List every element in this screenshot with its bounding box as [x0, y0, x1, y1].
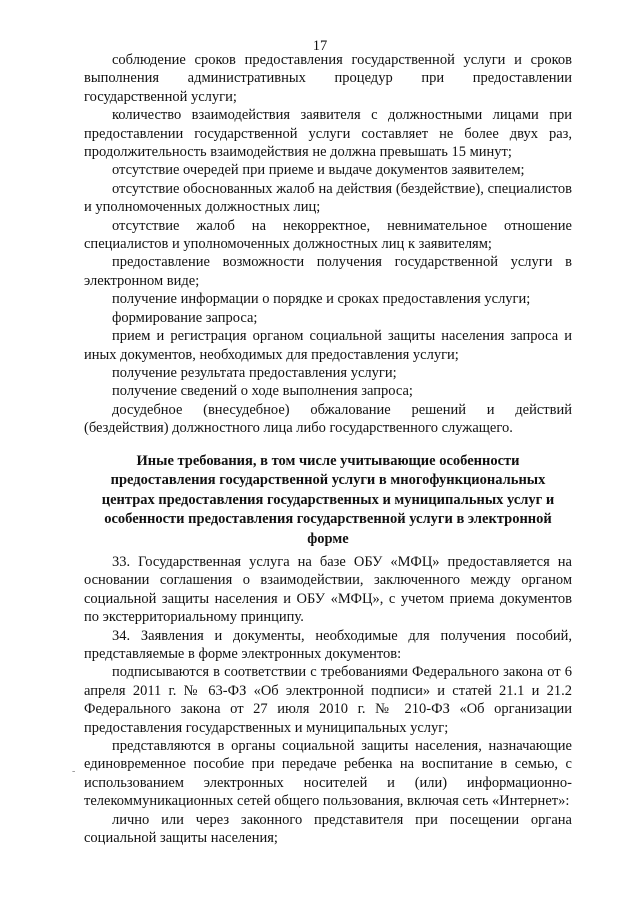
paragraph: прием и регистрация органом социальной защиты населения запроса и иных документов, необходимых для предоставления услуги;: [84, 328, 572, 363]
section-heading: Иные требования, в том числе учитывающие особенности предоставления государственной услуги в многофункциональных центрах предоставления государственных и муниципальных услуг и особенности предоставления государственной услуги в электронной форме: [101, 453, 555, 547]
paragraph: получение сведений о ходе выполнения запроса;: [112, 383, 413, 400]
paragraph: досудебное (внесудебное) обжалование решений и действий (бездействия) должностного лица либо государственного служащего.: [84, 401, 572, 437]
section-body: [84, 553, 572, 848]
criteria-list: [84, 51, 572, 438]
paragraph: количество взаимодействия заявителя с должностными лицами при предоставлении государственной услуги составляет не более двух раз, продолжительность взаимодействия не должна превышать 15 минут;: [84, 107, 572, 161]
paragraph: подписываются в соответствии с требованиями Федерального закона от 6 апреля 2011 г. № 63-ФЗ «Об электронной подписи» и статей 21.1 и 21.2 Федерального закона от 27 июля 2010 г. № 210-ФЗ «Об организации предоставления государственных и муниципальных услуг;: [84, 664, 572, 736]
page-number: 17: [312, 38, 328, 54]
paragraph: отсутствие очередей при приеме и выдаче документов заявителем;: [112, 162, 525, 179]
paragraph: формирование запроса;: [112, 309, 258, 326]
paragraph: лично или через законного представителя при посещении органа социальной защиты населения;: [84, 811, 572, 847]
paragraph: отсутствие обоснованных жалоб на действия (бездействие), специалистов и уполномоченных должностных лиц;: [84, 180, 572, 216]
paragraph: предоставление возможности получения государственной услуги в электронном виде;: [84, 254, 572, 289]
paragraph: отсутствие жалоб на некорректное, невнимательное отношение специалистов и уполномоченных должностных лиц к заявителям;: [84, 217, 572, 253]
paragraph: 33. Государственная услуга на базе ОБУ «МФЦ» предоставляется на основании соглашения о взаимодействии, заключенного между органом социальной защиты населения и ОБУ «МФЦ», с учетом приема документов по экстерриториальному принципу.: [84, 554, 572, 626]
paragraph: получение результата предоставления услуги;: [112, 364, 397, 381]
paragraph: соблюдение сроков предоставления государственной услуги и сроков выполнения административных процедур при предоставлении государственной услуги;: [84, 52, 572, 105]
paragraph: получение информации о порядке и сроках предоставления услуги;: [112, 291, 531, 308]
margin-mark: -: [72, 766, 76, 777]
paragraph: 34. Заявления и документы, необходимые для получения пособий, представляемые в форме электронных документов:: [84, 627, 572, 663]
paragraph: представляются в органы социальной защиты населения, назначающие единовременное пособие при передаче ребенка на воспитание в семью, с использованием электронных носителей и (или) информационно-телекоммуникационных сетей общего пользования, включая сеть «Интернет»:: [84, 738, 572, 810]
